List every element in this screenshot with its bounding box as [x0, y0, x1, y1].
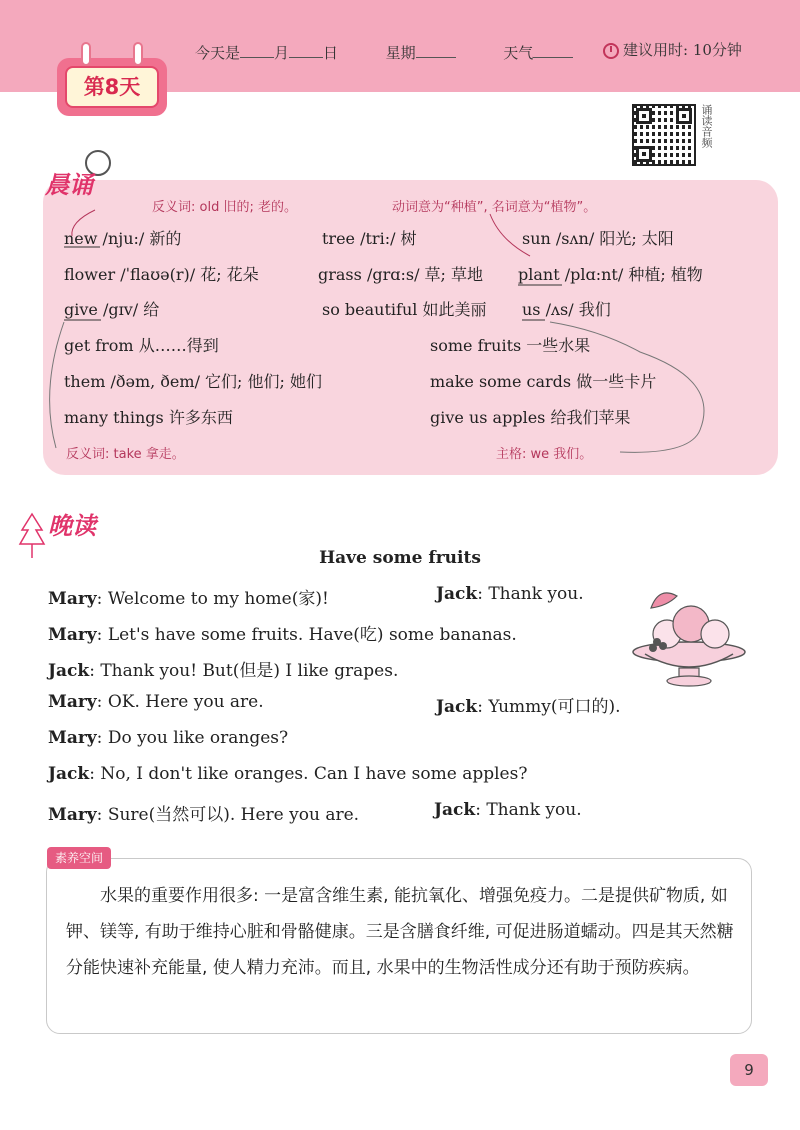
note-antonym-old: 反义词: old 旧的; 老的。: [152, 200, 297, 215]
note-subject-we: 主格: we 我们。: [496, 447, 593, 462]
page-number: 9: [730, 1054, 768, 1086]
date-line: 今天是 月 日 星期 天气: [195, 42, 573, 63]
literacy-tag: 素养空间: [47, 847, 111, 869]
morning-title: 晨诵: [45, 171, 93, 199]
dialogue-line: Mary: Let's have some fruits. Have(吃) some bananas.: [48, 625, 517, 645]
dialogue-line: Mary: Do you like oranges?: [48, 728, 289, 748]
dialogue-line: Mary: OK. Here you are.: [48, 692, 264, 712]
phrase-item: them /ðəm, ðem/ 它们; 他们; 她们: [64, 372, 323, 391]
vocab-item: flower /ˈflaʊə(r)/ 花; 花朵: [64, 265, 259, 284]
phrase-item: some fruits 一些水果: [430, 336, 591, 355]
vocab-item: plant /plɑ:nt/ 种植; 植物: [518, 265, 703, 284]
vocab-item: tree /tri:/ 树: [322, 229, 417, 248]
dialogue-line: Mary: Sure(当然可以). Here you are.: [48, 805, 360, 825]
day-label: 第8天: [65, 66, 159, 108]
vocab-item: give /gɪv/ 给: [64, 300, 160, 319]
dialogue-line: Jack: Thank you.: [436, 584, 584, 604]
phrase-item: many things 许多东西: [64, 408, 233, 427]
dialogue-line: Jack: Thank you! But(但是) I like grapes.: [48, 661, 399, 681]
phrase-item: give us apples 给我们苹果: [430, 408, 631, 427]
dialogue-line: Mary: Welcome to my home(家)!: [48, 589, 329, 609]
vocab-item: sun /sʌn/ 阳光; 太阳: [522, 229, 674, 248]
fruit-bowl-illustration: [627, 580, 749, 690]
story-title: Have some fruits: [319, 548, 481, 568]
vocab-item: us /ʌs/ 我们: [522, 300, 611, 319]
literacy-text: 水果的重要作用很多: 一是富含维生素, 能抗氧化、增强免疫力。二是提供矿物质, 如钾、镁等, 有助于维持心脏和骨骼健康。三是含膳食纤维, 可促进肠道蠕动。四是其天然糖分能快速补充能量, 使人精力充沛。而且, 水果中的生物活性成分还有助于预防疾病。: [66, 886, 734, 978]
phrase-item: make some cards 做一些卡片: [430, 372, 657, 391]
vocab-item: new /nju:/ 新的: [64, 229, 182, 248]
dialogue-line: Jack: Yummy(可口的).: [436, 697, 621, 717]
note-plant: 动词意为“种植”, 名词意为“植物”。: [392, 200, 597, 215]
dialogue-line: Jack: No, I don't like oranges. Can I have some apples?: [48, 764, 528, 784]
vocab-item: so beautiful 如此美丽: [322, 300, 487, 319]
note-antonym-take: 反义词: take 拿走。: [66, 447, 185, 462]
phrase-item: get from 从……得到: [64, 336, 219, 355]
qr-label: 诵读音频: [700, 104, 713, 148]
vocab-item: grass /grɑ:s/ 草; 草地: [318, 265, 484, 284]
dialogue-line: Jack: Thank you.: [434, 800, 582, 820]
suggested-time: 建议用时: 10分钟: [603, 39, 742, 60]
evening-title: 晚读: [48, 512, 96, 540]
